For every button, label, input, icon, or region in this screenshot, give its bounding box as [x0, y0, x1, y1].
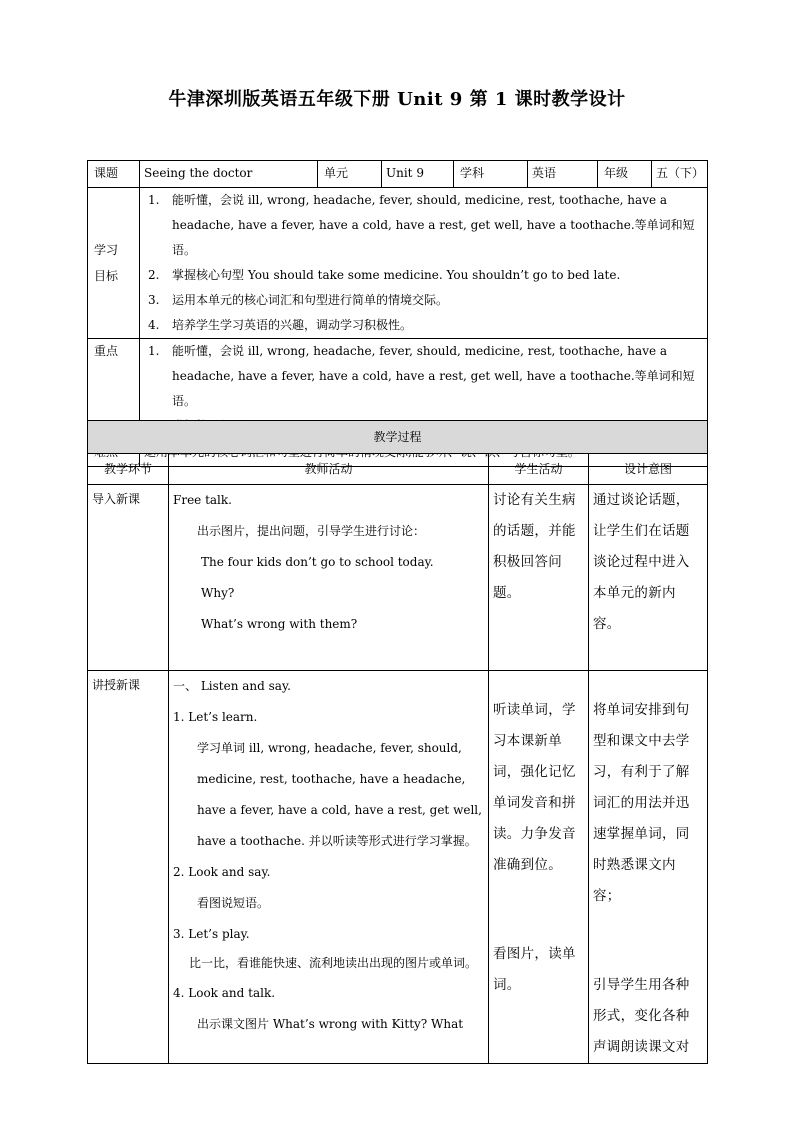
step4-title: 4. Look and talk. — [173, 986, 276, 1000]
step3-title: 3. Let’s play. — [173, 927, 250, 941]
intro-teacher — [169, 485, 489, 671]
teach-student-1: 听读单词，学习本课新单词，强化记忆单词发音和拼读。力争发音准确到位。 — [493, 702, 576, 873]
grade-value: 五（下） — [652, 161, 708, 188]
intro-stage: 导入新课 — [88, 485, 169, 671]
grade-label: 年级 — [598, 161, 652, 188]
unit-label: 单元 — [318, 161, 382, 188]
goal-item: 1. 能听懂，会说 ill, wrong, headache, fever, should, medicine, rest, toothache, have a headache, have a fever, have a cold, have a rest, get well, have a toothache.等单词和短语。 — [148, 193, 695, 257]
intro-line: What’s wrong with them? — [201, 617, 358, 631]
teach-design-1: 将单词安排到句型和课文中去学习，有利于了解词汇的用法并迅速掌握单词，同时熟悉课文内容； — [593, 702, 690, 904]
subject-value: 英语 — [528, 161, 598, 188]
intro-line: Why? — [201, 586, 235, 600]
goal-item: 3. 运用本单元的核心词汇和句型进行简单的情境交际。 — [148, 293, 449, 307]
intro-line: The four kids don’t go to school today. — [201, 555, 434, 569]
col-design: 设计意图 — [589, 454, 708, 485]
teach-student-2: 看图片，读单词。 — [493, 946, 576, 993]
goal-item: 4. 培养学生学习英语的兴趣，调动学习积极性。 — [148, 318, 413, 332]
teach-design-2: 引导学生用各种形式，变化各种声调朗读课文对 — [593, 977, 690, 1055]
teach-student — [489, 671, 589, 1064]
step1-title: 1. Let’s learn. — [173, 710, 258, 724]
goals-label: 学习目标 — [88, 188, 140, 339]
document-title: 牛津深圳版英语五年级下册 Unit 9 第 1 课时教学设计 — [168, 89, 626, 110]
step4-text: 出示课文图片 What’s wrong with Kitty? What — [197, 1017, 464, 1031]
subject-label: 学科 — [454, 161, 528, 188]
unit-value: Unit 9 — [382, 161, 454, 188]
key-points-label: 重点 — [88, 339, 140, 440]
teach-design — [589, 671, 708, 1064]
col-teacher: 教师活动 — [169, 454, 489, 485]
step1-text: 学习单词 ill, wrong, headache, fever, should, medicine, rest, toothache, have a headache, have a fever, have a cold, have a rest, get well, have a toothache. 并以听读等形式进行学习掌握。 — [197, 741, 482, 848]
topic-label: 课题 — [88, 161, 140, 188]
key-point-item: 1. 能听懂，会说 ill, wrong, headache, fever, should, medicine, rest, toothache, have a headache, have a fever, have a cold, have a rest, get well, have a toothache.等单词和短语。 — [148, 344, 695, 408]
teach-section: 一、 Listen and say. — [173, 679, 291, 693]
step2-title: 2. Look and say. — [173, 865, 271, 879]
process-table — [87, 420, 708, 1064]
step2-text: 看图说短语。 — [197, 896, 270, 910]
step3-text: 比一比，看谁能快速、流利地读出出现的图片或单词。 — [189, 956, 478, 970]
intro-line: Free talk. — [173, 493, 232, 507]
goal-item: 2. 掌握核心句型 You should take some medicine. You shouldn’t go to bed late. — [148, 268, 621, 282]
intro-design: 通过谈论话题，让学生们在话题谈论过程中进入本单元的新内容。 — [589, 485, 708, 671]
topic-value: Seeing the doctor — [140, 161, 318, 188]
intro-student: 讨论有关生病的话题，并能积极回答问题。 — [489, 485, 589, 671]
col-stage: 教学环节 — [88, 454, 169, 485]
intro-line: 出示图片，提出问题，引导学生进行讨论： — [197, 524, 426, 538]
teach-teacher — [169, 671, 489, 1064]
col-student: 学生活动 — [489, 454, 589, 485]
teach-stage: 讲授新课 — [88, 671, 169, 1064]
process-header: 教学过程 — [88, 421, 708, 454]
goals-cell — [140, 188, 708, 339]
